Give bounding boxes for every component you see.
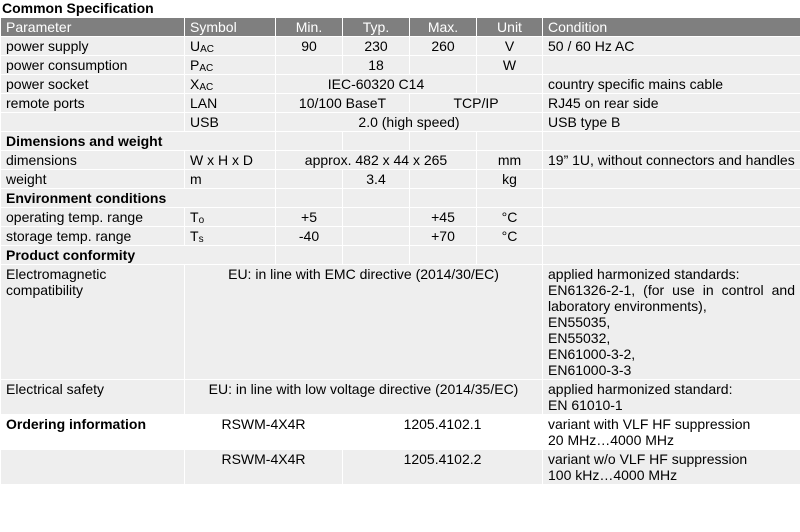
param-cell: power socket xyxy=(1,75,185,94)
header-parameter: Parameter xyxy=(1,18,185,37)
empty-cell xyxy=(410,189,477,208)
condition-line: EN55032, xyxy=(548,330,611,346)
condition-cell xyxy=(543,56,800,75)
table-row-power-consumption xyxy=(1,56,800,75)
unit-cell: °C xyxy=(477,208,543,227)
min-cell: 90 xyxy=(276,37,343,56)
condition-cell: USB type B xyxy=(543,113,800,132)
min-cell xyxy=(276,56,343,75)
max-cell: +45 xyxy=(410,208,477,227)
symbol-subscript: AC xyxy=(200,44,215,55)
condition-cell xyxy=(543,227,800,246)
typ-cell: 3.4 xyxy=(343,170,410,189)
param-cell: Electrical safety xyxy=(1,380,185,415)
unit-cell: W xyxy=(477,56,543,75)
header-unit: Unit xyxy=(477,18,543,37)
symbol-cell xyxy=(185,56,276,75)
value-cell: approx. 482 x 44 x 265 xyxy=(276,151,477,170)
condition-line: EN61000-3-2, xyxy=(548,346,636,362)
condition-line: applied harmonized standards: xyxy=(548,266,740,282)
table-row-power-supply xyxy=(1,37,800,56)
condition-line: variant w/o VLF HF suppression xyxy=(548,451,748,467)
value-cell: EU: in line with EMC directive (2014/30/EC) xyxy=(185,265,543,380)
symbol-cell xyxy=(185,37,276,56)
empty-cell xyxy=(477,189,543,208)
param-cell xyxy=(1,450,185,485)
header-symbol: Symbol xyxy=(185,18,276,37)
symbol-text: T xyxy=(190,209,199,225)
param-cell: Ordering information xyxy=(1,415,185,450)
condition-line: EN 61010-1 xyxy=(548,397,623,413)
condition-line: applied harmonized standard: xyxy=(548,381,733,397)
section-row-conformity xyxy=(1,246,800,265)
model-cell: RSWM-4X4R xyxy=(185,450,343,485)
max-cell: +70 xyxy=(410,227,477,246)
max-cell: 260 xyxy=(410,37,477,56)
symbol-cell: W x H x D xyxy=(185,151,276,170)
empty-cell xyxy=(276,189,343,208)
condition-cell xyxy=(543,450,800,485)
table-row-power-socket xyxy=(1,75,800,94)
condition-cell xyxy=(543,208,800,227)
header-min: Min. xyxy=(276,18,343,37)
condition-cell xyxy=(543,170,800,189)
empty-cell xyxy=(477,246,543,265)
typ-cell xyxy=(343,227,410,246)
typ-cell: 18 xyxy=(343,56,410,75)
table-row-ordering-2 xyxy=(1,450,800,485)
empty-cell xyxy=(543,189,800,208)
param-cell: remote ports xyxy=(1,94,185,113)
symbol-text: P xyxy=(190,57,200,73)
value-cell: EU: in line with low voltage directive (2014/35/EC) xyxy=(185,380,543,415)
condition-line: 100 kHz…4000 MHz xyxy=(548,467,678,483)
condition-line: 20 MHz…4000 MHz xyxy=(548,432,675,448)
symbol-subscript: AC xyxy=(199,63,214,74)
condition-line: EN61000-3-3 xyxy=(548,362,632,378)
order-number-cell: 1205.4102.2 xyxy=(343,450,543,485)
unit-cell: V xyxy=(477,37,543,56)
symbol-subscript: o xyxy=(198,215,205,226)
condition-cell xyxy=(543,380,800,415)
empty-cell xyxy=(477,132,543,151)
spec-table xyxy=(0,17,800,485)
unit-cell xyxy=(477,75,543,94)
unit-cell: kg xyxy=(477,170,543,189)
empty-cell xyxy=(276,132,343,151)
param-cell: Electromagnetic compatibility xyxy=(1,265,185,380)
table-row-storage-temp xyxy=(1,227,800,246)
section-heading: Environment conditions xyxy=(1,189,276,208)
page-title: Common Specification xyxy=(2,0,154,16)
section-heading: Product conformity xyxy=(1,246,276,265)
model-cell: RSWM-4X4R xyxy=(185,415,343,450)
condition-cell: 50 / 60 Hz AC xyxy=(543,37,800,56)
max-cell xyxy=(410,56,477,75)
typ-cell: 230 xyxy=(343,37,410,56)
param-cell: storage temp. range xyxy=(1,227,185,246)
empty-cell xyxy=(276,246,343,265)
param-cell: power consumption xyxy=(1,56,185,75)
symbol-cell: USB xyxy=(185,113,276,132)
symbol-cell: m xyxy=(185,170,276,189)
symbol-subscript: s xyxy=(198,234,204,245)
unit-cell: mm xyxy=(477,151,543,170)
symbol-text: U xyxy=(190,38,201,54)
condition-cell xyxy=(543,415,800,450)
condition-line: variant with VLF HF suppression xyxy=(548,416,751,432)
typ-cell xyxy=(343,208,410,227)
empty-cell xyxy=(410,246,477,265)
param-cell: operating temp. range xyxy=(1,208,185,227)
condition-cell xyxy=(543,265,800,380)
table-row-dimensions xyxy=(1,151,800,170)
table-row-weight xyxy=(1,170,800,189)
value-cell: IEC-60320 C14 xyxy=(276,75,477,94)
min-cell: -40 xyxy=(276,227,343,246)
param-cell: dimensions xyxy=(1,151,185,170)
min-cell: +5 xyxy=(276,208,343,227)
header-typ: Typ. xyxy=(343,18,410,37)
header-condition: Condition xyxy=(543,18,800,37)
section-row-dimensions xyxy=(1,132,800,151)
symbol-cell xyxy=(185,208,276,227)
empty-cell xyxy=(543,132,800,151)
param-cell: power supply xyxy=(1,37,185,56)
table-row-emc xyxy=(1,265,800,380)
condition-line: EN61326-2-1, (for use in control and laboratory environments), xyxy=(548,282,795,314)
param-cell xyxy=(1,113,185,132)
header-row xyxy=(1,18,800,37)
unit-cell: °C xyxy=(477,227,543,246)
order-number-cell: 1205.4102.1 xyxy=(343,415,543,450)
table-row-operating-temp xyxy=(1,208,800,227)
symbol-text: X xyxy=(190,76,200,92)
header-max: Max. xyxy=(410,18,477,37)
section-heading: Dimensions and weight xyxy=(1,132,276,151)
value-cell: 10/100 BaseT xyxy=(276,94,410,113)
symbol-subscript: AC xyxy=(199,82,214,93)
table-row-safety xyxy=(1,380,800,415)
empty-cell xyxy=(343,189,410,208)
table-row-remote-lan xyxy=(1,94,800,113)
min-cell xyxy=(276,170,343,189)
max-cell xyxy=(410,170,477,189)
empty-cell xyxy=(543,246,800,265)
value-cell: 2.0 (high speed) xyxy=(276,113,543,132)
symbol-cell: LAN xyxy=(185,94,276,113)
empty-cell xyxy=(410,132,477,151)
empty-cell xyxy=(343,132,410,151)
condition-cell: 19” 1U, without connectors and handles xyxy=(543,151,800,170)
table-row-remote-usb xyxy=(1,113,800,132)
symbol-cell xyxy=(185,75,276,94)
value-cell: TCP/IP xyxy=(410,94,543,113)
condition-cell: country specific mains cable xyxy=(543,75,800,94)
symbol-text: T xyxy=(190,228,199,244)
condition-cell: RJ45 on rear side xyxy=(543,94,800,113)
table-row-ordering-1 xyxy=(1,415,800,450)
symbol-cell xyxy=(185,227,276,246)
section-row-environment xyxy=(1,189,800,208)
condition-line: EN55035, xyxy=(548,314,611,330)
param-cell: weight xyxy=(1,170,185,189)
empty-cell xyxy=(343,246,410,265)
